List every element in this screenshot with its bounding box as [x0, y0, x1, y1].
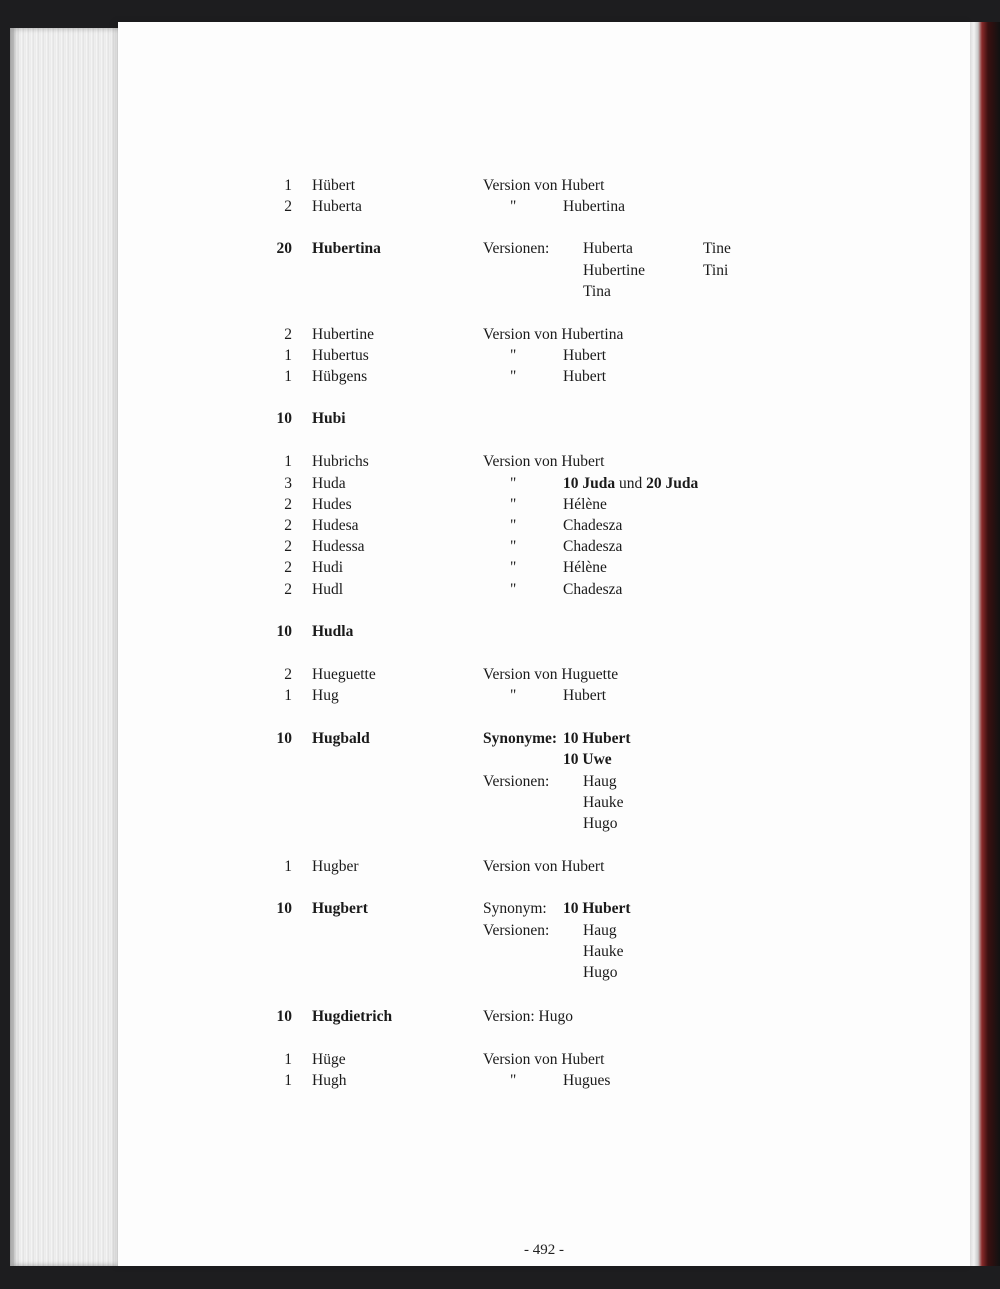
ditto-mark: " [510, 538, 517, 555]
ditto-mark: " [510, 368, 517, 385]
entry-name: Hudl [312, 581, 343, 598]
entry-reference: Hugo [583, 815, 618, 832]
entry-reference: Hélène [563, 496, 607, 513]
list-item [118, 856, 970, 878]
list-item [118, 728, 970, 750]
ditto-mark: " [510, 581, 517, 598]
entry-name: Hudi [312, 559, 343, 576]
list-item [118, 408, 970, 430]
page-number: - 492 - [524, 1242, 564, 1258]
entry-name: Hübgens [312, 368, 368, 385]
entry-reference: Chadesza [563, 538, 623, 555]
entry-count: 1 [284, 453, 292, 470]
list-item [118, 1006, 970, 1028]
entry-count: 1 [284, 1072, 292, 1089]
entry-name: Huda [312, 475, 346, 492]
entry-reference: Chadesza [563, 581, 623, 598]
list-item [118, 281, 970, 303]
list-item [118, 557, 970, 579]
list-item [118, 685, 970, 707]
entry-count: 1 [284, 177, 292, 194]
entry-name: Hubi [312, 410, 346, 427]
book-page [118, 22, 970, 1266]
reference-bold: 10 Hubert [563, 900, 631, 917]
entry-count: 2 [284, 666, 292, 683]
entry-count: 2 [284, 326, 292, 343]
entry-reference: Tina [583, 283, 611, 300]
reference-bold: 10 Uwe [563, 751, 612, 768]
entry-reference: Hélène [563, 559, 607, 576]
entry-count: 10 [276, 623, 292, 640]
entry-relation: Synonym: [483, 900, 547, 917]
entry-count: 1 [284, 347, 292, 364]
entry-name: Hubertus [312, 347, 369, 364]
entry-name: Hugbald [312, 730, 370, 747]
entry-count: 10 [276, 900, 292, 917]
list-item [118, 473, 970, 495]
entry-count: 2 [284, 559, 292, 576]
entry-name: Hübert [312, 177, 356, 194]
reference-bold: 20 Juda [646, 475, 699, 492]
entry-name: Huberta [312, 198, 362, 215]
entry-name: Hubrichs [312, 453, 369, 470]
entry-relation: Versionen: [483, 773, 550, 790]
entry-reference: Hubert [563, 687, 607, 704]
book-page-edges [10, 28, 120, 1266]
entry-reference: Hubert [563, 368, 607, 385]
list-item [118, 962, 970, 984]
entry-reference-extra: Tine [703, 240, 731, 257]
ditto-mark: " [510, 496, 517, 513]
list-item [118, 1049, 970, 1071]
list-item [118, 898, 970, 920]
entry-name: Hudesa [312, 517, 359, 534]
entry-relation: Version von Hubertina [483, 326, 624, 343]
entry-name: Hüge [312, 1051, 346, 1068]
ditto-mark: " [510, 517, 517, 534]
list-item [118, 345, 970, 367]
entry-relation: Version von Hubert [483, 1051, 605, 1068]
list-item [118, 366, 970, 388]
entry-reference: Hubert [563, 347, 607, 364]
entry-count: 1 [284, 858, 292, 875]
ditto-mark: " [510, 475, 517, 492]
entry-relation: Versionen: [483, 240, 550, 257]
entry-name: Hugdietrich [312, 1008, 393, 1025]
entry-name: Hugbert [312, 900, 368, 917]
list-item [118, 813, 970, 835]
entry-reference: Hugues [563, 1072, 611, 1089]
entry-reference: Hubertine [583, 262, 645, 279]
entry-reference: Haug [583, 922, 617, 939]
list-item [118, 238, 970, 260]
entry-reference [563, 728, 631, 750]
entry-reference: Hauke [583, 943, 624, 960]
ditto-mark: " [510, 687, 517, 704]
list-item [118, 175, 970, 197]
list-item [118, 515, 970, 537]
list-item [118, 664, 970, 686]
list-item [118, 792, 970, 814]
entry-name: Hudes [312, 496, 352, 513]
list-item [118, 451, 970, 473]
list-item [118, 196, 970, 218]
list-item [118, 920, 970, 942]
entry-reference: Haug [583, 773, 617, 790]
list-item [118, 260, 970, 282]
entry-relation: Synonyme: [483, 730, 558, 747]
ditto-mark: " [510, 1072, 517, 1089]
list-item [118, 621, 970, 643]
reference-bold: 10 Juda [563, 475, 616, 492]
entry-reference [563, 749, 612, 771]
entry-name: Hudla [312, 623, 354, 640]
ditto-mark: " [510, 559, 517, 576]
entry-name: Hubertine [312, 326, 374, 343]
ditto-mark: " [510, 347, 517, 364]
entry-count: 2 [284, 538, 292, 555]
entry-count: 20 [276, 240, 292, 257]
entry-count: 2 [284, 198, 292, 215]
list-item [118, 536, 970, 558]
entry-name: Hug [312, 687, 339, 704]
entry-relation: Version von Hubert [483, 177, 605, 194]
entry-name: Hugh [312, 1072, 347, 1089]
entry-count: 1 [284, 368, 292, 385]
book-binding [968, 22, 1000, 1266]
reference-bold: 10 Hubert [563, 730, 631, 747]
entry-relation: Version von Hubert [483, 858, 605, 875]
list-item [118, 494, 970, 516]
list-item [118, 771, 970, 793]
entry-name: Hueguette [312, 666, 376, 683]
list-item [118, 941, 970, 963]
entry-count: 10 [276, 410, 292, 427]
entry-reference: Hubertina [563, 198, 625, 215]
entry-name: Hugber [312, 858, 359, 875]
entry-reference: Hauke [583, 794, 624, 811]
list-item [118, 324, 970, 346]
entry-name: Hudessa [312, 538, 365, 555]
entry-count: 10 [276, 730, 292, 747]
entry-count: 2 [284, 496, 292, 513]
entry-reference [563, 473, 698, 495]
entry-relation: Version von Hubert [483, 453, 605, 470]
entry-reference-extra: Tini [703, 262, 729, 279]
entry-relation: Versionen: [483, 922, 550, 939]
list-item [118, 1070, 970, 1092]
entry-count: 2 [284, 581, 292, 598]
entry-count: 1 [284, 687, 292, 704]
entry-count: 1 [284, 1051, 292, 1068]
entry-reference: Huberta [583, 240, 633, 257]
reference-joiner: und [615, 475, 647, 492]
entry-name: Hubertina [312, 240, 381, 257]
list-item [118, 749, 970, 771]
entry-count: 2 [284, 517, 292, 534]
entry-reference: Hugo [583, 964, 618, 981]
entry-relation: Version: Hugo [483, 1008, 573, 1025]
entry-count: 10 [276, 1008, 292, 1025]
entry-count: 3 [284, 475, 292, 492]
entry-relation: Version von Huguette [483, 666, 619, 683]
entry-reference: Chadesza [563, 517, 623, 534]
ditto-mark: " [510, 198, 517, 215]
list-item [118, 579, 970, 601]
entry-reference [563, 898, 631, 920]
